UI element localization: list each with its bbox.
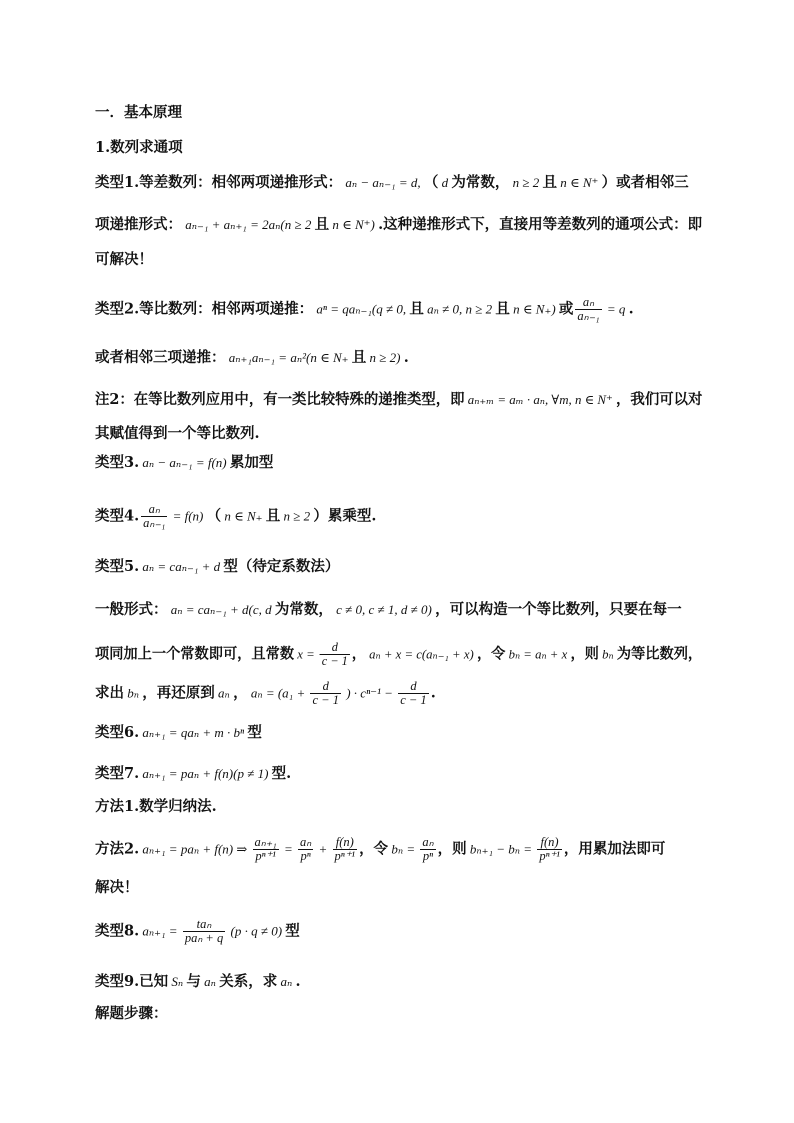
text-run: 且 [409, 300, 424, 318]
fraction-numerator: f(n) [333, 836, 358, 850]
text-run: . [403, 349, 409, 366]
fraction-numerator: d [310, 680, 340, 694]
math-expression: n ∈ N₊) [509, 301, 559, 317]
math-expression: c ≠ 0, c ≠ 1, d ≠ 0) [332, 602, 436, 617]
math-expression: aₙ + x = c(aₙ₋₁ + x) [365, 646, 477, 662]
text-run: 解决！ [95, 879, 139, 896]
text-run: 1.数列求通项 [95, 139, 183, 156]
math-expression: aₙ [200, 974, 220, 989]
text-run: 关系，求 [219, 973, 278, 990]
text-run: . [430, 684, 436, 702]
note-2-line-1 [95, 391, 703, 408]
general-form-line-1 [95, 603, 702, 618]
math-expression: aⁿ = qaₙ₋₁(q ≠ 0, [313, 301, 410, 317]
type-3-line [95, 456, 702, 471]
math-expression: n ≥ 2 [509, 175, 543, 190]
fraction-numerator: aₙ [141, 503, 167, 517]
type-2-line-2 [95, 351, 702, 366]
text-run: ，则 [437, 840, 467, 858]
math-expression: aₙ₊₁ = qaₙ + m · bⁿ [139, 725, 248, 740]
text-run: ，我们可以对 [616, 391, 703, 408]
math-expression: n ∈ N⁺ [557, 175, 602, 190]
type-8-line [95, 918, 702, 945]
math-expression: aₙ − aₙ₋₁ = f(n) [139, 455, 230, 470]
text-run: ，再还原到 [142, 684, 215, 702]
text-run: 类型2.等比数列：相邻两项递推： [95, 300, 314, 318]
fraction-numerator: f(n) [537, 836, 562, 850]
text-run: 方法1.数学归纳法. [95, 798, 217, 815]
math-expression: n ≥ 2 [280, 508, 314, 524]
text-run: （ [206, 507, 222, 525]
type-1-line-3 [95, 253, 702, 268]
fraction-numerator: d [320, 641, 350, 655]
text-run: 为常数， [274, 601, 333, 618]
fraction [537, 836, 562, 863]
text-run: . [295, 973, 301, 990]
fraction-numerator: aₙ₊₁ [254, 835, 277, 849]
math-expression: aₙ = (a₁ + [247, 685, 309, 701]
method-2-line-1 [95, 836, 702, 863]
math-expression: ) · cⁿ⁻¹ − [342, 685, 397, 701]
text-run: 解题步骤： [95, 1005, 168, 1022]
fraction-denominator: c − 1 [312, 693, 339, 708]
fraction-denominator: pⁿ⁺¹ [334, 849, 356, 864]
math-expression: bₙ [598, 646, 617, 662]
text-run: 型 [285, 922, 300, 940]
math-expression: aₙ = caₙ₋₁ + d [139, 559, 224, 574]
fraction-denominator: aₙ₋₁ [143, 516, 166, 531]
math-expression: n ≥ 2) [366, 350, 404, 365]
fraction [253, 836, 279, 863]
type-9-line [95, 975, 702, 990]
text-run: ，可以构造一个等比数列，只要在每一 [435, 601, 682, 618]
fraction [420, 836, 435, 863]
math-expression: Sₙ [168, 974, 187, 989]
fraction-denominator: aₙ₋₁ [577, 309, 600, 324]
text-run: 为常数， [451, 174, 510, 191]
math-expression: aₙ ≠ 0, n ≥ 2 [423, 301, 496, 317]
text-run: ， [351, 645, 366, 663]
fraction-denominator: pⁿ⁺¹ [255, 849, 276, 864]
fraction-numerator: d [398, 680, 428, 694]
math-expression: n ∈ N⁺) [329, 217, 379, 232]
solution-steps-heading [95, 1007, 702, 1022]
fraction [141, 503, 167, 530]
text-run: ，用累加法即可 [563, 840, 666, 858]
type-6-line [95, 726, 702, 741]
text-run: 类型3. [95, 454, 140, 471]
text-run: ）或者相邻三 [601, 174, 689, 191]
fraction [310, 680, 340, 707]
section-heading [95, 106, 702, 121]
text-run: ，则 [570, 645, 599, 663]
text-run: 项递推形式： [95, 216, 182, 233]
math-expression: aₙ = caₙ₋₁ + d(c, d [167, 602, 275, 617]
fraction-numerator: aₙ [575, 296, 601, 310]
text-run: 一．基本原理 [95, 104, 182, 121]
math-expression: bₙ = [388, 841, 419, 857]
fraction-numerator: taₙ [183, 918, 225, 932]
math-expression: + [315, 841, 331, 857]
text-run: .这种递推形式下，直接用等差数列的通项公式：即 [378, 216, 703, 233]
type-4-line [95, 503, 702, 530]
fraction [320, 641, 350, 668]
text-run: 类型4. [95, 507, 140, 525]
text-run: 求出 [95, 684, 124, 702]
type-5-line [95, 560, 702, 575]
general-form-line-2 [95, 640, 703, 669]
type-1-line-2 [95, 218, 702, 233]
text-run: 且 [265, 507, 281, 525]
text-run: （ [423, 174, 439, 191]
text-run: 或 [558, 300, 574, 318]
math-expression: aₙ₊₁ = [139, 923, 181, 939]
text-run: 型 [247, 724, 262, 741]
math-expression: bₙ₊₁ − bₙ = [466, 841, 536, 857]
text-run: 注2：在等比数列应用中，有一类比较特殊的递推类型，即 [95, 391, 465, 408]
text-run: 可解决！ [95, 251, 153, 268]
text-run: 类型5. [95, 558, 140, 575]
text-run: 类型6. [95, 724, 140, 741]
fraction-denominator: pⁿ [422, 849, 434, 864]
text-run: 项同加上一个常数即可，且常数 [95, 645, 295, 663]
math-expression: aₙ − aₙ₋₁ = d, [342, 175, 424, 190]
math-expression: n ∈ N₊ [221, 508, 266, 524]
method-1-line [95, 800, 702, 815]
math-expression: d [438, 175, 452, 190]
text-run: ）累乘型. [313, 507, 377, 525]
text-run: 且 [495, 300, 510, 318]
fraction [575, 296, 601, 323]
text-run: 且 [542, 174, 557, 191]
fraction-numerator: aₙ [300, 835, 312, 849]
text-run: 其赋值得到一个等比数列. [95, 425, 260, 442]
text-run: 且 [351, 349, 367, 366]
text-run: 累加型 [229, 454, 274, 471]
fraction-denominator: c − 1 [321, 654, 348, 669]
math-expression: aₙ₋₁ + aₙ₊₁ = 2aₙ(n ≥ 2 [182, 217, 315, 232]
math-expression: = q [603, 301, 629, 317]
fraction [333, 836, 358, 863]
fraction-denominator: pⁿ⁺¹ [539, 849, 560, 864]
math-expression: aₙ₊₁aₙ₋₁ = aₙ²(n ∈ N₊ [225, 350, 352, 365]
fraction [183, 918, 225, 945]
math-expression: aₙ₊₁ = paₙ + f(n) ⇒ [139, 841, 251, 857]
math-expression: aₙ₊ₘ = aₘ · aₙ, ∀m, n ∈ N⁺ [464, 392, 617, 407]
fraction-denominator: pⁿ [300, 849, 311, 864]
math-expression: bₙ [124, 685, 143, 701]
fraction [298, 836, 313, 863]
type-2-line-1 [95, 296, 702, 323]
text-run: 类型7. [95, 765, 140, 782]
text-run: ，令 [476, 645, 506, 663]
math-expression: x = [294, 646, 318, 662]
text-run: 型（待定系数法） [223, 558, 340, 575]
fraction [398, 680, 428, 707]
math-expression: = [280, 841, 296, 857]
text-run: 类型1.等差数列：相邻两项递推形式： [95, 174, 343, 191]
math-expression: aₙ [214, 685, 234, 701]
text-run: 与 [186, 973, 201, 990]
text-run: 型. [271, 765, 292, 782]
general-form-line-3 [95, 680, 702, 707]
text-run: 类型9.已知 [95, 973, 169, 990]
math-expression: aₙ₊₁ = paₙ + f(n)(p ≠ 1) [139, 766, 272, 781]
text-run: 且 [314, 216, 330, 233]
type-7-line [95, 767, 702, 782]
note-2-line-2 [95, 427, 702, 442]
math-expression: aₙ [277, 974, 296, 989]
text-run: 一般形式： [95, 601, 168, 618]
text-run: 方法2. [95, 840, 140, 858]
math-expression: (p · q ≠ 0) [227, 923, 286, 939]
fraction-denominator: c − 1 [400, 693, 427, 708]
text-run: 为等比数列， [616, 645, 703, 663]
method-2-line-2 [95, 881, 702, 896]
subsection-heading [95, 141, 702, 156]
text-run: ，令 [359, 840, 389, 858]
type-1-line-1 [95, 176, 702, 191]
fraction-numerator: aₙ [422, 835, 434, 849]
math-expression: = f(n) [169, 508, 207, 524]
text-run: ， [233, 684, 248, 702]
text-run: . [628, 300, 634, 318]
text-run: 类型8. [95, 922, 140, 940]
math-expression: bₙ = aₙ + x [505, 646, 571, 662]
fraction-denominator: paₙ + q [184, 931, 224, 946]
text-run: 或者相邻三项递推： [95, 349, 226, 366]
